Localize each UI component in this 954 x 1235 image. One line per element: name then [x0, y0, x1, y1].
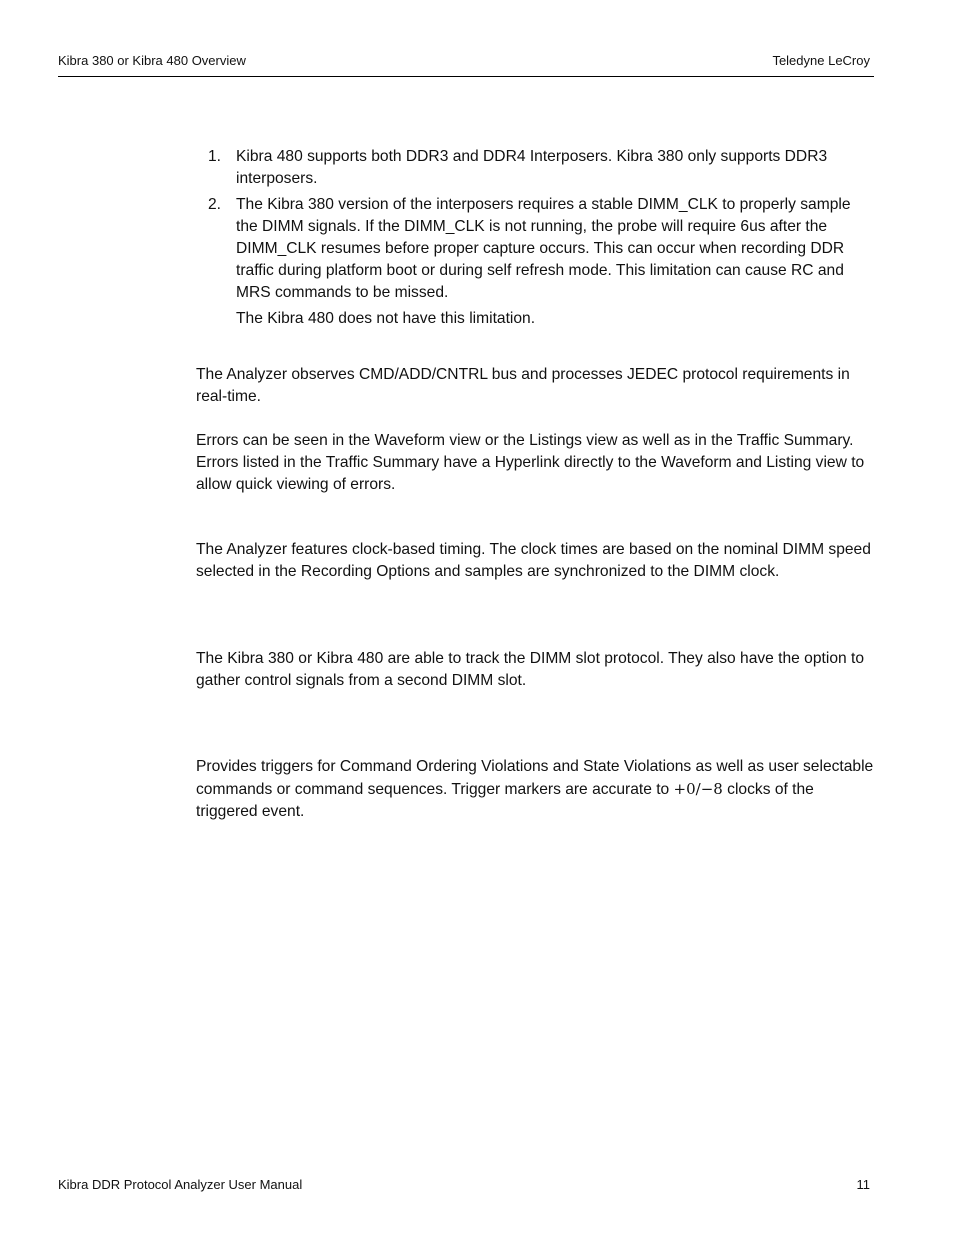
triggers-text: Provides triggers for Command Ordering Violations and State Violations as well as user selectable commands or command sequences. Trigger markers are accurate to [196, 758, 874, 798]
trigger-accuracy-value: +0/−8 [673, 780, 723, 798]
list-text: Kibra 480 supports both DDR3 and DDR4 Interposers. Kibra 380 only supports DDR3 interposers. [236, 148, 828, 187]
page-number: 11 [856, 1177, 870, 1192]
list-number: 2. [208, 196, 222, 213]
paragraph-triggers [196, 756, 876, 823]
triggers-text-end: clocks of the triggered event. [196, 781, 814, 820]
header-company: Teledyne LeCroy [772, 53, 870, 68]
paragraph-dimm-slot: The Kibra 380 or Kibra 480 are able to track the DIMM slot protocol. They also have the option to gather control signals from a second DIMM slot. [196, 650, 865, 689]
paragraph-protocol: The Analyzer observes CMD/ADD/CNTRL bus and processes JEDEC protocol requirements in real-time. [196, 366, 850, 405]
page-header [58, 50, 874, 77]
limitation-note: The Kibra 480 does not have this limitation. [236, 310, 536, 327]
paragraph-timing: The Analyzer features clock-based timing. The clock times are based on the nominal DIMM speed selected in the Recording Options and samples are synchronized to the DIMM clock. [196, 541, 871, 580]
header-title: Kibra 380 or Kibra 480 Overview [58, 53, 246, 68]
list-number: 1. [208, 148, 222, 165]
list-text: The Kibra 380 version of the interposers requires a stable DIMM_CLK to properly sample the DIMM signals. If the DIMM_CLK is not running, the probe will require 6us after the DIMM_CLK resumes before proper capture occurs. This can occur when recording DDR traffic during platform boot or during self refresh mode. This limitation can cause RC and MRS commands to be missed. [236, 196, 851, 301]
footer-title: Kibra DDR Protocol Analyzer User Manual [58, 1177, 303, 1192]
paragraph-errors: Errors can be seen in the Waveform view or the Listings view as well as in the Traffic Summary. Errors listed in the Traffic Summary have a Hyperlink directly to the Waveform and Listing view to allow quick viewing of errors. [196, 432, 865, 493]
